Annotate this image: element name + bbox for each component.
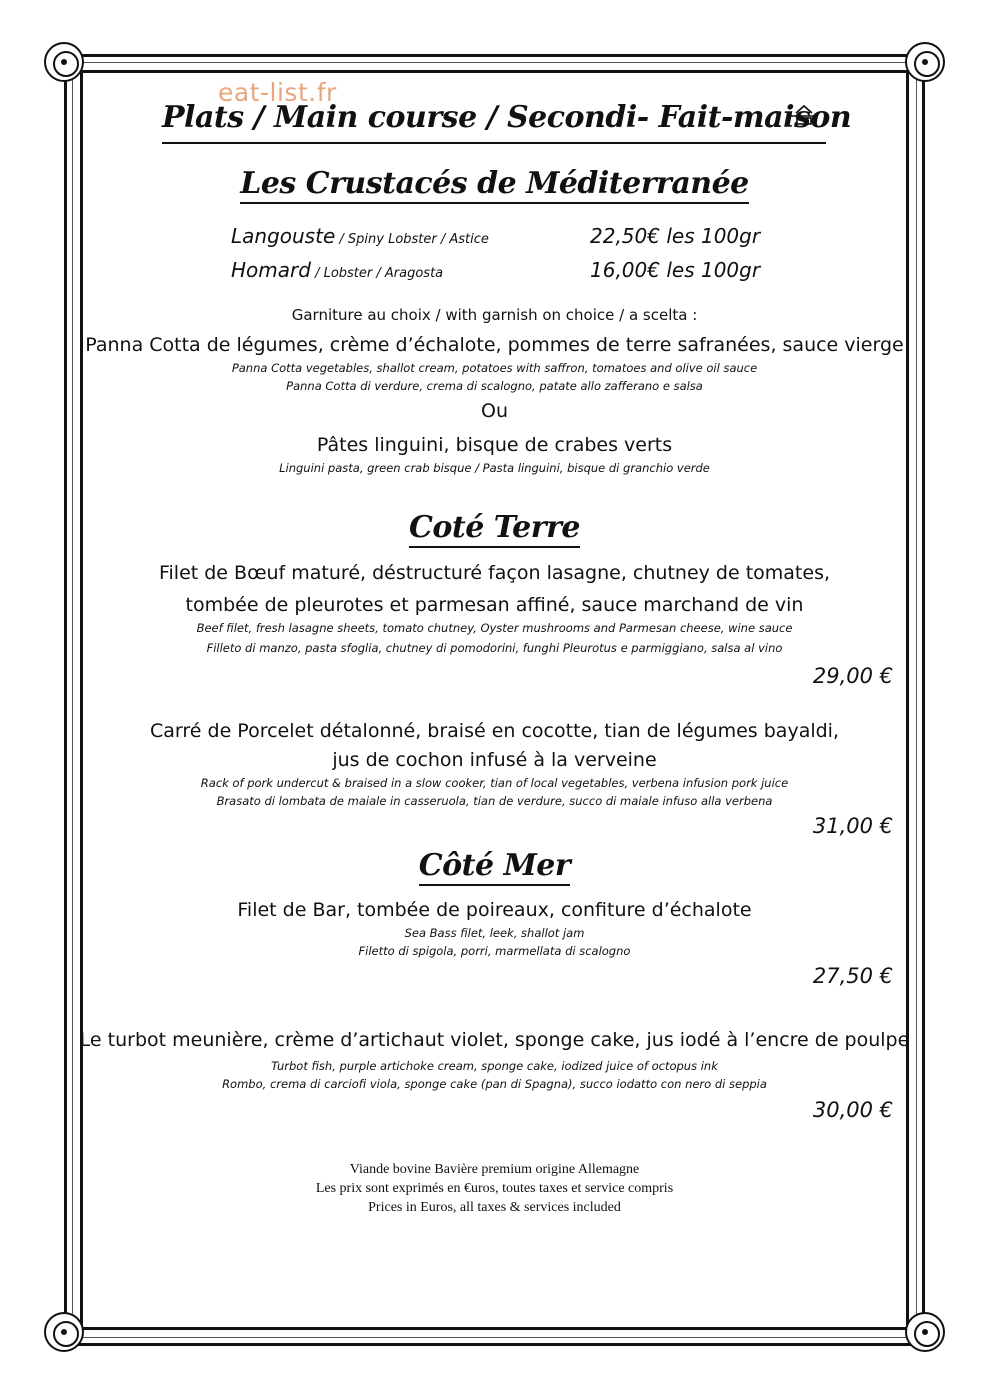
dish-name-line: Filet de Bar, tombée de poireaux, confiture d’échalote	[237, 899, 752, 921]
garnish-option-name: Panna Cotta de légumes, crème d’échalote, pommes de terre safranées, sauce vierge	[85, 334, 904, 356]
item-price: 16,00€ les 100gr	[590, 258, 761, 282]
dish-name-line: Carré de Porcelet détalonné, braisé en cocotte, tian de légumes bayaldi,	[150, 720, 839, 742]
item-name: Homard	[231, 258, 311, 282]
item-price: 22,50€ les 100gr	[590, 224, 761, 248]
dish-price: 31,00 €	[812, 814, 893, 838]
watermark: eat-list.fr	[218, 78, 337, 107]
section-title-shellfish: Les Crustacés de Méditerranée	[0, 166, 989, 201]
dish-desc-en: Rack of pork undercut & braised in a slow cooker, tian of local vegetables, verbena infusion pork juice	[200, 776, 789, 790]
corner-ornament-icon	[905, 1312, 945, 1352]
dish-name-line: Filet de Bœuf maturé, déstructuré façon lasagne, chutney de tomates,	[158, 562, 831, 584]
footer-line: Prices in Euros, all taxes & services included	[368, 1200, 621, 1215]
house-icon	[790, 104, 818, 126]
corner-ornament-icon	[905, 42, 945, 82]
title-underline	[162, 142, 826, 144]
dish-desc-it: Filetto di spigola, porri, marmellata di scalogno	[358, 944, 631, 958]
footer-line: Les prix sont exprimés en €uros, toutes taxes et service compris	[315, 1181, 674, 1196]
menu-item-homard	[231, 258, 443, 282]
garnish-option-name: Pâtes linguini, bisque de crabes verts	[316, 434, 673, 456]
dish-name-line: tombée de pleurotes et parmesan affiné, sauce marchand de vin	[185, 594, 804, 616]
section-title-sea: Côté Mer	[0, 848, 989, 883]
dish-price: 27,50 €	[812, 964, 893, 988]
dish-name-line: jus de cochon infusé à la verveine	[332, 749, 657, 771]
footer-line: Viande bovine Bavière premium origine Allemagne	[349, 1162, 640, 1177]
garnish-option-en: Panna Cotta vegetables, shallot cream, potatoes with saffron, tomatoes and olive oil sauce	[231, 361, 758, 375]
garnish-or: Ou	[481, 400, 508, 422]
garnish-option-desc: Linguini pasta, green crab bisque / Pasta linguini, bisque di granchio verde	[279, 461, 710, 475]
dish-price: 29,00 €	[812, 664, 893, 688]
frame-border-inner	[80, 70, 909, 1330]
item-name: Langouste	[231, 224, 336, 248]
garnish-option-it: Panna Cotta di verdure, crema di scalogno, patate allo zafferano e salsa	[286, 379, 703, 393]
footer-note	[0, 1160, 989, 1217]
dish-desc-en: Turbot fish, purple artichoke cream, sponge cake, iodized juice of octopus ink	[271, 1059, 718, 1073]
item-translation: / Lobster / Aragosta	[310, 266, 444, 281]
item-translation: / Spiny Lobster / Astice	[335, 232, 489, 247]
dish-price: 30,00 €	[812, 1098, 893, 1122]
dish-desc-en: Sea Bass filet, leek, shallot jam	[404, 926, 585, 940]
dish-desc-it: Brasato di lombata de maiale in casseruola, tian de verdure, succo di maiale infuso alla verbena	[216, 794, 773, 808]
garnish-intro: Garniture au choix / with garnish on choice / a scelta :	[291, 306, 698, 324]
dish-desc-it: Rombo, crema di carciofi viola, sponge cake (pan di Spagna), succo iodatto con nero di seppia	[222, 1077, 767, 1091]
dish-desc-en: Beef filet, fresh lasagne sheets, tomato chutney, Oyster mushrooms and Parmesan cheese, wine sauce	[196, 621, 793, 635]
section-title-land: Coté Terre	[0, 510, 989, 545]
corner-ornament-icon	[44, 1312, 84, 1352]
page-title: Plats / Main course / Secondi- Fait-maison	[162, 100, 852, 135]
dish-desc-it: Filleto di manzo, pasta sfoglia, chutney di pomodorini, funghi Pleurotus e parmiggiano, salsa al vino	[206, 641, 783, 655]
dish-name-line: Le turbot meunière, crème d’artichaut violet, sponge cake, jus iodé à l’encre de poulpe	[79, 1029, 910, 1051]
corner-ornament-icon	[44, 42, 84, 82]
menu-item-langouste	[231, 224, 489, 248]
